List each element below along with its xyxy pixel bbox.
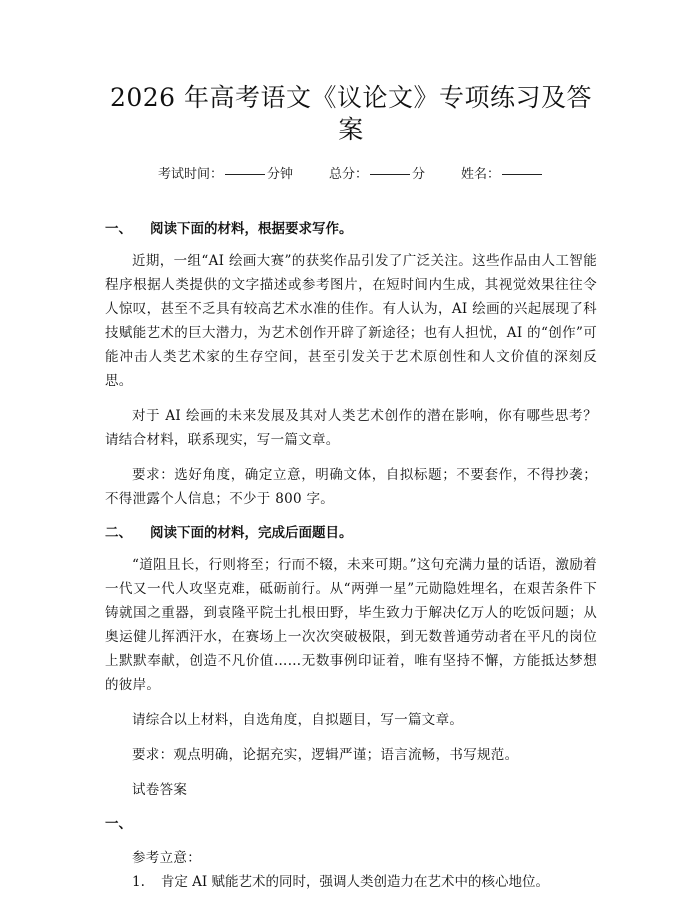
total-score-unit: 分 [412, 167, 426, 182]
page-title: 2026 年高考语文《议论文》专项练习及答案 [109, 83, 593, 144]
answer-section-1-number: 一、 [105, 816, 132, 832]
student-name-label: 姓名： [461, 167, 501, 182]
exam-time-field [158, 165, 293, 185]
answer-list-item [105, 870, 597, 894]
exam-time-unit: 分钟 [266, 167, 293, 182]
answers-heading: 试卷答案 [132, 782, 188, 798]
section-2-title: 阅读下面的材料，完成后面题目。 [150, 525, 353, 541]
section-2-requirements: 要求：观点明确，论据充实，逻辑严谨；语言流畅，书写规范。 [132, 747, 519, 763]
section-1-prompt: 对于 AI 绘画的未来发展及其对人类艺术创作的潜在影响，你有哪些思考？请结合材料，联系现实，写一篇文章。 [105, 408, 597, 448]
answer-item-text: 肯定 AI 赋能艺术的同时，强调人类创造力在艺术中的核心地位。 [160, 874, 550, 890]
section-1-requirements: 要求：选好角度，确定立意，明确文体，自拟标题；不要套作，不得抄袭；不得泄露个人信息；不少于 800 字。 [105, 467, 597, 507]
section-2-number: 二、 [105, 525, 132, 541]
section-2-heading [105, 522, 597, 544]
reference-label: 参考立意： [132, 850, 201, 866]
exam-time-label: 考试时间： [157, 167, 223, 182]
total-score-blank[interactable] [370, 174, 410, 175]
section-2-material: “道阻且长，行则将至；行而不辍，未来可期。”这句充满力量的话语，激励着一代又一代人攻坚克难，砥砺前行。从“两弹一星”元勋隐姓埋名，在艰苦条件下铸就国之重器，到袁隆平院士扎根田野，毕生致力于解决亿万人的吃饭问题；从奥运健儿挥洒汗水，在赛场上一次次突破极限，到无数普通劳动者在平凡的岗位上默默奉献，创造不凡价值……无数事例印证着，唯有坚持不懈，方能抵达梦想的彼岸。 [105, 557, 597, 693]
section-2-prompt: 请综合以上材料，自选角度，自拟题目，写一篇文章。 [132, 712, 464, 728]
exam-time-blank[interactable] [225, 174, 265, 175]
section-1-number: 一、 [105, 221, 132, 237]
total-score-label: 总分： [328, 167, 368, 182]
exam-info-row [105, 165, 597, 185]
student-name-blank[interactable] [502, 174, 542, 175]
section-1-title: 阅读下面的材料，根据要求写作。 [150, 221, 353, 237]
section-1-heading [105, 218, 597, 240]
student-name-field [461, 165, 544, 185]
total-score-field [329, 165, 425, 185]
section-1-material: 近期，一组“AI 绘画大赛”的获奖作品引发了广泛关注。这些作品由人工智能程序根据人类提供的文字描述或参考图片，在短时间内生成，其视觉效果往往令人惊叹，甚至不乏具有较高艺术水准的佳作。有人认为，AI 绘画的兴起展现了科技赋能艺术的巨大潜力，为艺术创作开辟了新途径；也有人担忧，AI 的“创作”可能冲击人类艺术家的生存空间，甚至引发关于艺术原创性和人文价值的深刻反思。 [105, 253, 597, 389]
answer-item-number: 1. [132, 874, 145, 890]
answer-section-1-heading [105, 813, 597, 835]
